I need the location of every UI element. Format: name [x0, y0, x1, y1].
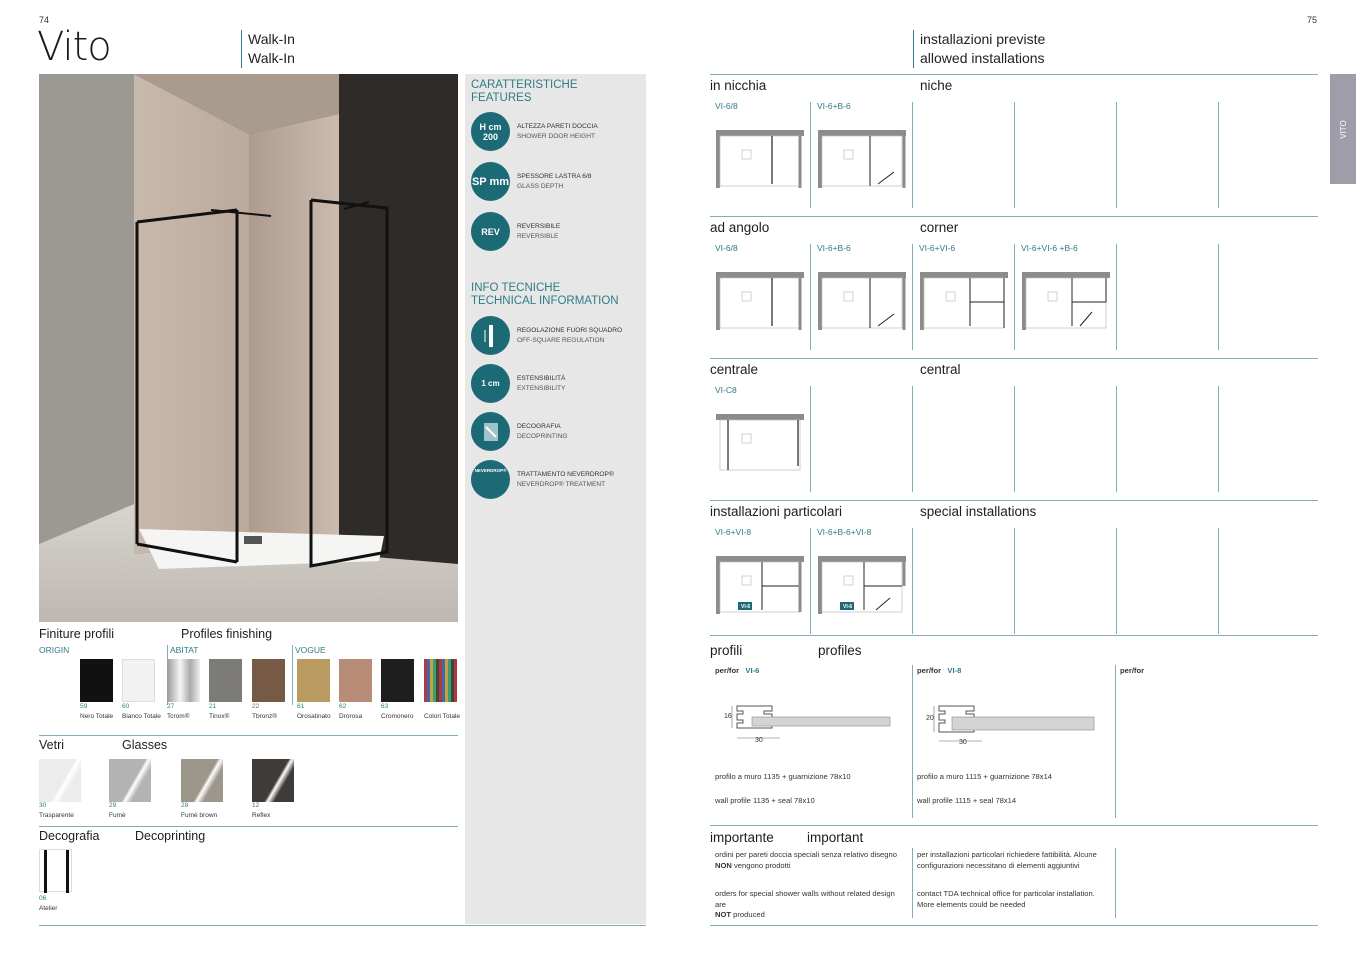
- tech-heading-it: INFO TECNICHE: [471, 282, 561, 294]
- installation-title-it: in nicchia: [710, 78, 767, 93]
- height-200-icon: H cm 200: [471, 112, 510, 151]
- installation-title-it: ad angolo: [710, 220, 770, 235]
- page-number-left: 74: [39, 15, 50, 25]
- finish-swatch: [381, 659, 414, 702]
- decoprinting-title-it: Decografia: [39, 829, 100, 843]
- column-divider: [1115, 848, 1116, 918]
- decoprinting-swatch-label: 06 Atelier: [39, 895, 58, 912]
- finish-swatch-label: 27 Tcrom®: [167, 703, 190, 720]
- important-col2-en: contact TDA technical office for particolar installation. More elements could be needed: [917, 889, 1095, 909]
- profile-vi8-for: per/for VI-8: [917, 666, 962, 675]
- product-subtitle: [241, 30, 295, 68]
- finish-swatch: [122, 659, 155, 702]
- column-divider: [810, 102, 811, 208]
- installation-code: VI-6+VI-6: [919, 243, 956, 253]
- installation-code: VI-C8: [715, 385, 737, 395]
- installation-plan-diagram: [714, 268, 805, 338]
- finish-swatch-label: 59 Nero Totale: [80, 703, 114, 720]
- finish-swatch: [167, 659, 200, 702]
- tech-off-square: REGOLAZIONE FUORI SQUADRO OFF-SQUARE REGULATION: [471, 316, 622, 355]
- finish-swatch: [80, 659, 113, 702]
- column-divider: [1014, 244, 1015, 350]
- installation-plan-diagram: [714, 410, 805, 480]
- installation-code: VI-6/8: [715, 243, 738, 253]
- column-divider: [1116, 244, 1117, 350]
- group-vogue: VOGUE: [292, 645, 326, 705]
- column-divider: [912, 102, 913, 208]
- features-heading: [471, 79, 578, 105]
- column-divider: [1116, 386, 1117, 492]
- installation-plan-diagram: [714, 126, 805, 196]
- installation-code: VI-6+VI-8: [715, 527, 752, 537]
- column-divider: [912, 386, 913, 492]
- header-it: installazioni previste: [920, 31, 1046, 47]
- profile-vi8-height: 20: [926, 715, 934, 722]
- divider: [39, 735, 458, 736]
- tech-decoprinting: DECOGRAFIA DECOPRINTING: [471, 412, 568, 451]
- installation-code: VI-6+B-6: [817, 101, 851, 111]
- column-divider: [1218, 386, 1219, 492]
- glass-swatch: [252, 759, 294, 802]
- installation-badge: VI-6: [843, 604, 853, 610]
- installation-code: VI-6+VI-6 +B-6: [1021, 243, 1078, 253]
- decoprinting-title-en: Decoprinting: [135, 829, 206, 843]
- finishes-title-it: Finiture profili: [39, 627, 115, 641]
- feature-height: H cm 200 ALTEZZA PARETI DOCCIA SHOWER DOOR HEIGHT: [471, 112, 598, 151]
- installation-plan-diagram: [918, 268, 1009, 338]
- glass-swatch: [109, 759, 151, 802]
- important-title-it: importante: [710, 830, 774, 845]
- header-en: allowed installations: [920, 50, 1045, 66]
- column-divider: [810, 244, 811, 350]
- column-divider: [1014, 386, 1015, 492]
- installation-badge: VI-6: [741, 604, 751, 610]
- neverdrop-icon: NEVERDROP®: [471, 460, 510, 499]
- features-heading-it: CARATTERISTICHE: [471, 79, 578, 91]
- installation-title-it: centrale: [710, 362, 759, 377]
- profile-vi6-text-it: profilo a muro 1135 + guarnizione 78x10: [715, 772, 851, 781]
- profile-vi8-text-en: wall profile 1115 + seal 78x14: [917, 796, 1017, 805]
- installation-row-rule: [710, 216, 1318, 217]
- column-divider: [810, 528, 811, 634]
- installation-code: VI-6+B-6+VI-8: [817, 527, 872, 537]
- profile-vi6-width: 30: [755, 737, 763, 744]
- finish-swatch-label: Colori Totale: [424, 712, 461, 720]
- installation-row-rule: [710, 358, 1318, 359]
- important-title-en: important: [807, 830, 864, 845]
- installation-plan-diagram: [816, 126, 907, 196]
- installations-header: [913, 30, 1045, 68]
- installation-title-en: niche: [920, 78, 953, 93]
- tech-info-heading: [471, 282, 619, 308]
- page-number-right: 75: [1307, 15, 1318, 25]
- finish-swatch-label: 63 Cromonero: [381, 703, 414, 720]
- column-divider: [912, 848, 913, 918]
- profile-vi6-height: 16: [724, 713, 732, 720]
- profiles-rule: [710, 635, 1318, 636]
- column-divider: [1014, 102, 1015, 208]
- glass-swatch: [39, 759, 81, 802]
- extensibility-icon: 1 cm: [471, 364, 510, 403]
- glass-swatch-label: 12 Reflex: [252, 802, 271, 819]
- profile-third-for: per/for: [1120, 666, 1145, 675]
- tech-neverdrop: NEVERDROP® TRATTAMENTO NEVERDROP® NEVERDROP® TREATMENT: [471, 460, 614, 499]
- installation-plan-diagram: [714, 552, 805, 622]
- finish-swatch: [297, 659, 330, 702]
- subtitle-en: Walk-In: [248, 50, 295, 66]
- profile-vi8-drawing: [924, 700, 1099, 755]
- column-divider: [1218, 102, 1219, 208]
- column-divider: [1218, 528, 1219, 634]
- installation-row-rule: [710, 500, 1318, 501]
- glass-thickness-icon: SP mm: [471, 162, 510, 201]
- off-square-icon: [471, 316, 510, 355]
- column-divider: [912, 665, 913, 818]
- finish-swatch: [424, 659, 457, 702]
- finish-swatch-label: 22 Tbronz®: [252, 703, 278, 720]
- glass-swatch-label: 30 Trasparente: [39, 802, 74, 819]
- profile-vi6-text-en: wall profile 1135 + seal 78x10: [715, 796, 815, 805]
- finish-swatch: [209, 659, 242, 702]
- column-divider: [810, 386, 811, 492]
- column-divider: [1116, 528, 1117, 634]
- column-divider: [1116, 102, 1117, 208]
- finishes-title-en: Profiles finishing: [181, 627, 273, 641]
- column-divider: [912, 528, 913, 634]
- important-col2-it: per installazioni particolari richiedere fattibilità. Alcune configurazioni necessitano di elementi aggiuntivi: [917, 850, 1097, 870]
- reversible-icon: REV: [471, 212, 510, 251]
- important-col1-en: orders for special shower walls without related design are NOT produced: [715, 889, 895, 919]
- profiles-title-en: profiles: [818, 643, 862, 658]
- tech-extensibility: 1 cm ESTENSIBILITÀ EXTENSIBILITY: [471, 364, 565, 403]
- column-divider: [1014, 528, 1015, 634]
- installation-title-en: special installations: [920, 504, 1037, 519]
- installation-title-en: central: [920, 362, 961, 377]
- finish-swatch-label: 61 Orosatinato: [297, 703, 331, 720]
- installation-code: VI-6/8: [715, 101, 738, 111]
- features-panel: [465, 74, 646, 924]
- group-abitat: ABITAT: [167, 645, 199, 705]
- profile-vi6-drawing: [722, 700, 897, 755]
- finish-swatch-label: 62 Drorosa: [339, 703, 363, 720]
- profile-vi8-text-it: profilo a muro 1115 + guarnizione 78x14: [917, 772, 1053, 781]
- important-rule: [710, 825, 1318, 826]
- column-divider: [912, 244, 913, 350]
- group-origin: ORIGIN: [39, 645, 70, 655]
- finish-swatch: [339, 659, 372, 702]
- finish-swatch: [252, 659, 285, 702]
- glass-swatch-label: 28 Fumè brown: [181, 802, 218, 819]
- installation-plan-diagram: [816, 552, 907, 622]
- installation-plan-diagram: [1020, 268, 1111, 338]
- finish-swatch-label: 21 Tinox®: [209, 703, 230, 720]
- features-heading-en: FEATURES: [471, 92, 532, 104]
- glass-swatch-label: 29 Fumè: [109, 802, 126, 819]
- installation-code: VI-6+B-6: [817, 243, 851, 253]
- bottom-rule-right: [710, 925, 1318, 926]
- decoprinting-swatch: [39, 849, 72, 892]
- profiles-title-it: profili: [710, 643, 743, 658]
- profile-vi6-for: per/for VI-6: [715, 666, 760, 675]
- important-col1-it: ordini per pareti doccia speciali senza relativo disegno NON vengono prodotti: [715, 850, 897, 870]
- feature-glass-depth: SP mm SPESSORE LASTRA 6/8 GLASS DEPTH: [471, 162, 591, 201]
- product-title: Vito: [37, 24, 111, 70]
- profile-vi8-width: 30: [959, 739, 967, 746]
- column-divider: [1115, 665, 1116, 818]
- installation-row-rule: [710, 74, 1318, 75]
- installation-plan-diagram: [816, 268, 907, 338]
- finish-swatch-label: 60 Bianco Totale: [122, 703, 161, 720]
- tech-heading-en: TECHNICAL INFORMATION: [471, 295, 619, 307]
- side-tab: VITO: [1330, 74, 1356, 184]
- glasses-title-it: Vetri: [39, 738, 65, 752]
- divider: [39, 826, 458, 827]
- product-photo: [39, 74, 458, 622]
- feature-reversible: REV REVERSIBILE REVERSIBLE: [471, 212, 560, 251]
- decoprinting-icon: [471, 412, 510, 451]
- column-divider: [1218, 244, 1219, 350]
- glasses-title-en: Glasses: [122, 738, 168, 752]
- glass-swatch: [181, 759, 223, 802]
- installation-title-it: installazioni particolari: [710, 504, 843, 519]
- installation-title-en: corner: [920, 220, 959, 235]
- subtitle-it: Walk-In: [248, 31, 295, 47]
- bottom-rule-left: [39, 925, 646, 926]
